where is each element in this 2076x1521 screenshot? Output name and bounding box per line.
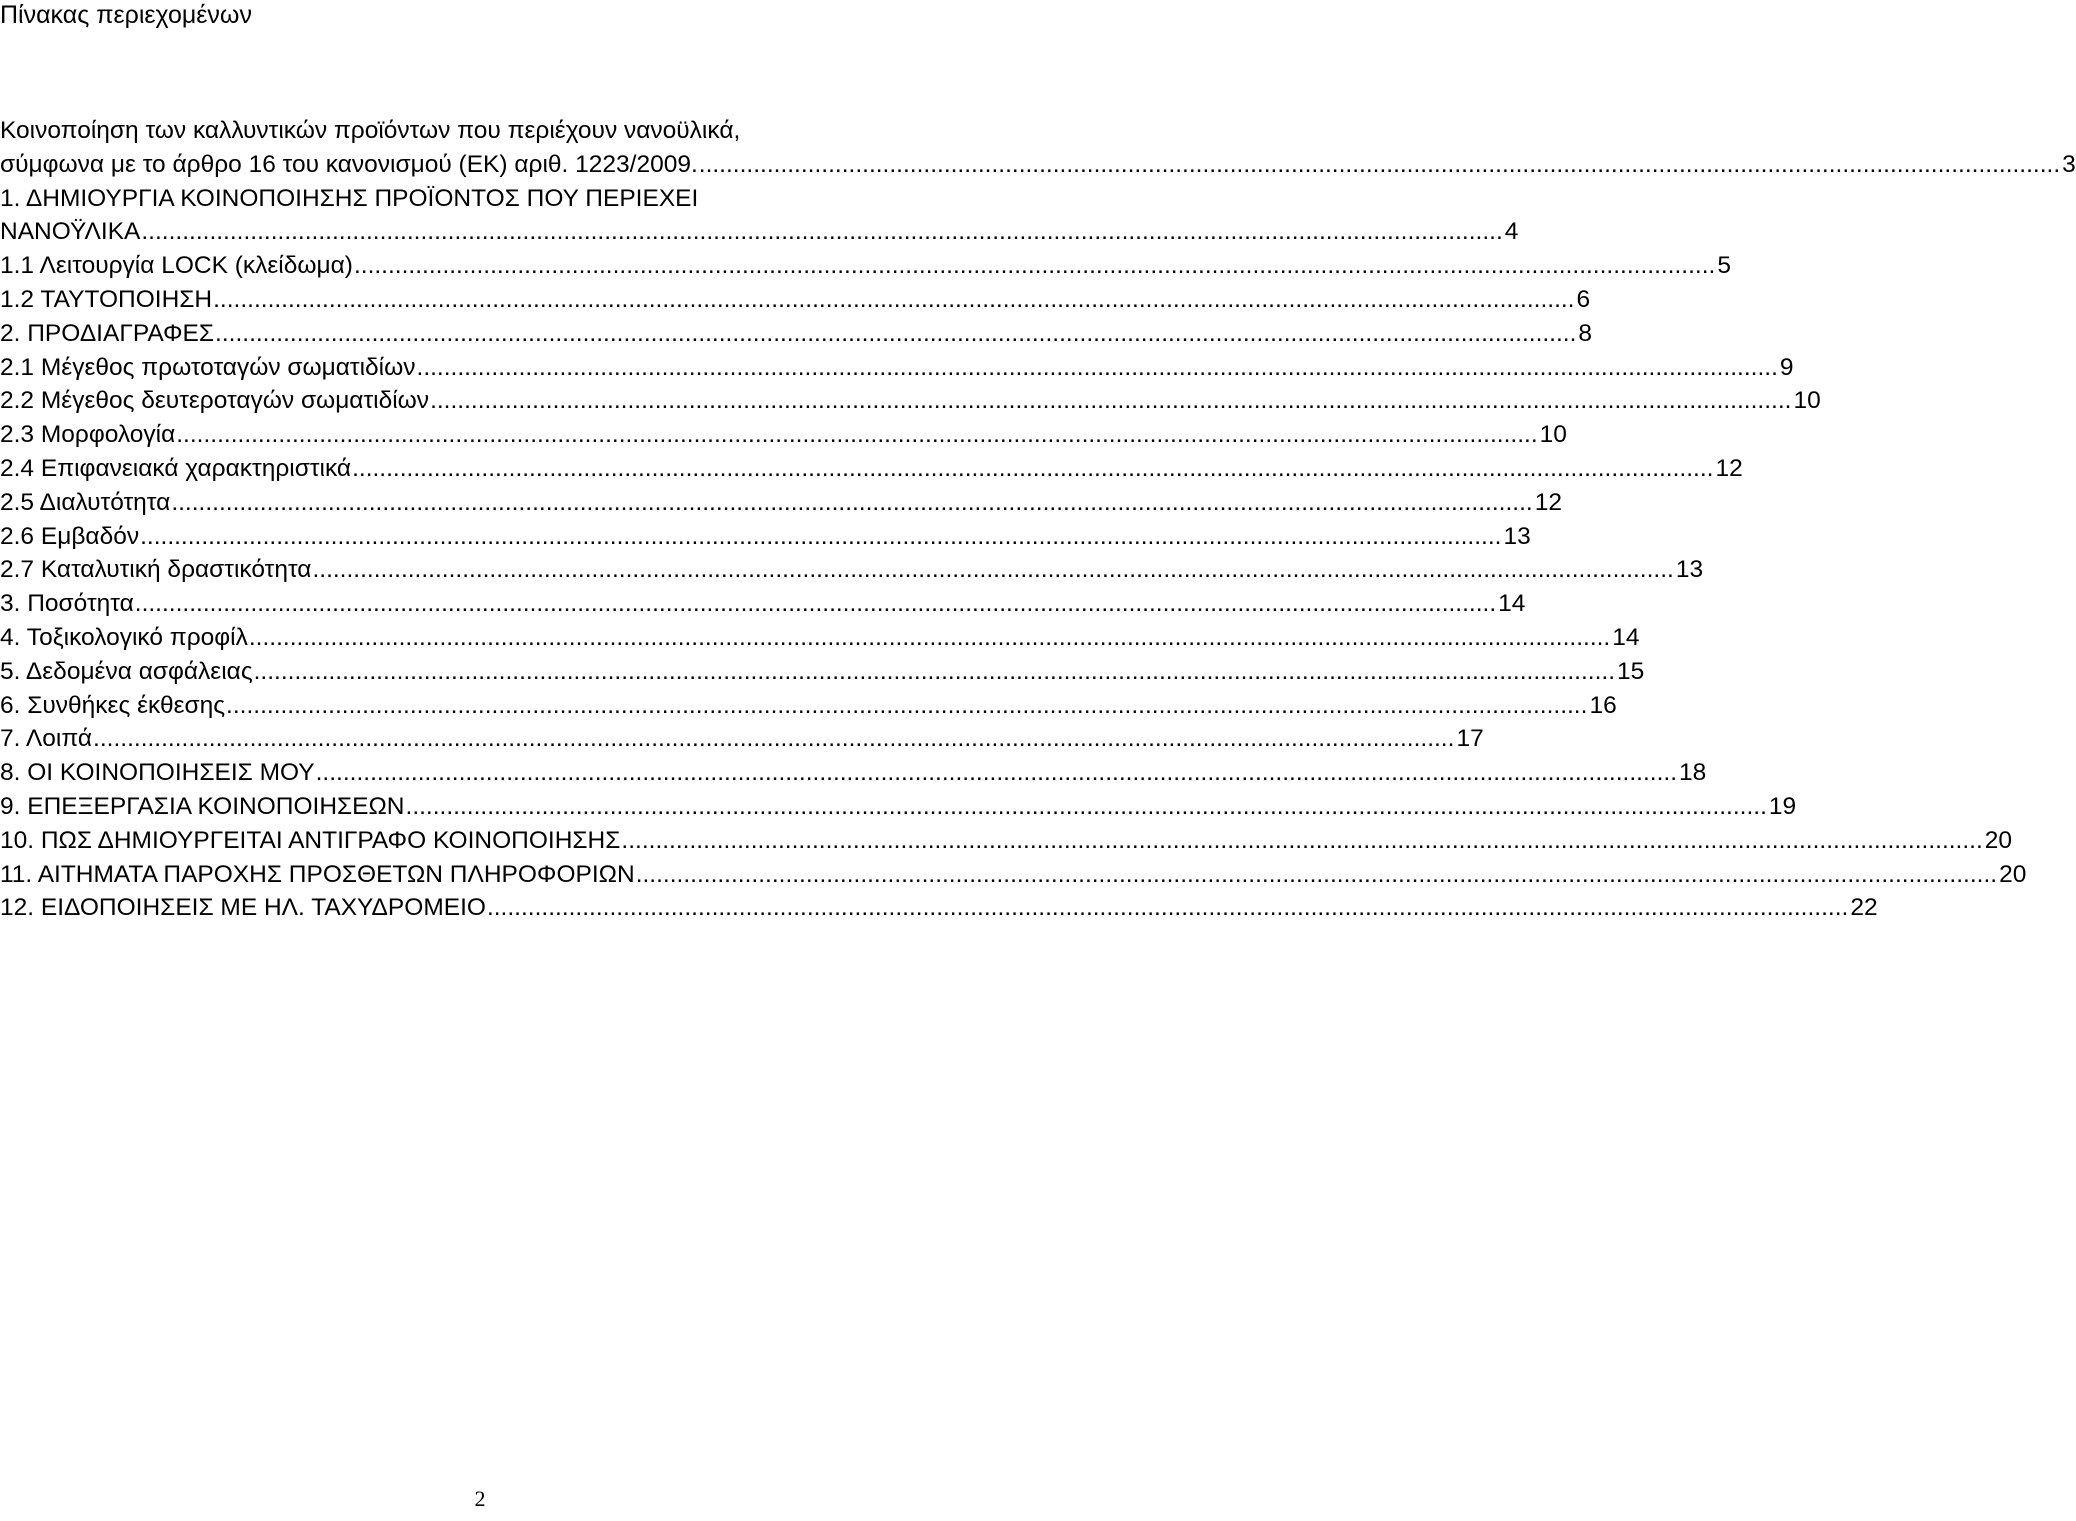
toc-entry-label: 4. Τοξικολογικό προφίλ xyxy=(0,623,248,651)
toc-entry[interactable] xyxy=(0,215,1519,249)
toc-leader-dots: ........................................................................................................................................................................................................ xyxy=(352,454,1714,482)
toc-entry-label: 7. Λοιπά xyxy=(0,725,93,753)
page-title: Πίνακας περιεχομένων xyxy=(0,1,252,29)
toc-entry-label: 2. ΠΡΟΔΙΑΓΡΑΦΕΣ xyxy=(0,319,215,347)
toc-entry-page: 12 xyxy=(1534,488,1562,516)
toc-entry[interactable] xyxy=(0,621,1640,655)
toc-entry-page: 20 xyxy=(1999,860,2027,888)
toc-leader-dots: ........................................................................................................................................................................................................ xyxy=(141,218,1503,246)
toc-entry-page: 13 xyxy=(1503,522,1531,550)
toc-leader-dots: ........................................................................................................................................................................................................ xyxy=(353,252,1716,280)
toc-entry[interactable] xyxy=(0,891,1878,925)
toc-entry-page: 10 xyxy=(1793,387,1821,415)
toc-entry-label: 2.4 Επιφανειακά χαρακτηριστικά xyxy=(0,454,352,482)
toc-leader-dots: ........................................................................................................................................................................................................ xyxy=(140,522,1502,550)
toc-entry[interactable] xyxy=(0,418,1567,452)
toc-entry-label: 11. ΑΙΤΗΜΑΤΑ ΠΑΡΟΧΗΣ ΠΡΟΣΘΕΤΩΝ ΠΛΗΡΟΦΟΡΙΩΝ xyxy=(0,860,635,888)
toc-entry-label: ΝΑΝΟΫΛΙΚΑ xyxy=(0,218,141,246)
toc-entry[interactable] xyxy=(0,689,1617,723)
toc-leader-dots: ........................................................................................................................................................................................................ xyxy=(635,860,1998,888)
toc-leader-dots: ........................................................................................................................................................................................................ xyxy=(312,556,1674,584)
toc-leader-dots: ........................................................................................................................................................................................................ xyxy=(253,657,1616,685)
toc-entry[interactable] xyxy=(0,283,1591,317)
toc-entry[interactable] xyxy=(0,655,1645,689)
toc-leader-dots: ........................................................................................................................................................................................................ xyxy=(405,792,1767,820)
toc-entry[interactable] xyxy=(0,824,2013,858)
toc-leader-dots: ........................................................................................................................................................................................................ xyxy=(416,353,1778,381)
toc-entry-label: 2.7 Καταλυτική δραστικότητα xyxy=(0,556,312,584)
toc-entry-label: σύμφωνα με το άρθρο 16 του κανονισμού (ΕΚ) αριθ. 1223/2009. xyxy=(0,150,698,178)
page-number: 2 xyxy=(474,1486,486,1511)
toc-entry-page: 20 xyxy=(1984,826,2013,854)
toc-entry-label: 3. Ποσότητα xyxy=(0,590,134,618)
toc-entry[interactable] xyxy=(0,249,1731,283)
toc-entry-page: 18 xyxy=(1679,759,1707,787)
toc-entry-page: 3 xyxy=(2062,150,2076,178)
toc-leader-dots: ........................................................................................................................................................................................................ xyxy=(176,421,1538,449)
toc-entry-page: 14 xyxy=(1498,590,1526,618)
toc-entry[interactable] xyxy=(0,351,1794,385)
toc-entry-label: 5. Δεδομένα ασφάλειας xyxy=(0,657,253,685)
toc-entry-page: 22 xyxy=(1850,894,1878,922)
toc-entry-page: 12 xyxy=(1715,454,1743,482)
toc-leader-dots: ........................................................................................................................................................................................................ xyxy=(698,150,2061,178)
toc-entry-page: 4 xyxy=(1504,218,1519,246)
toc-entry-page: 16 xyxy=(1589,691,1617,719)
toc-entry-page: 14 xyxy=(1612,623,1640,651)
toc-entry-label: 2.1 Μέγεθος πρωτοταγών σωματιδίων xyxy=(0,353,416,381)
toc-entry-label: 1.1 Λειτουργία LOCK (κλείδωμα) xyxy=(0,252,353,280)
toc-entry-label: 1. ΔΗΜΙΟΥΡΓΙΑ ΚΟΙΝΟΠΟΙΗΣΗΣ ΠΡΟΪΟΝΤΟΣ ΠΟΥ ΠΕΡΙΕΧΕΙ xyxy=(0,184,699,212)
toc-entry[interactable] xyxy=(0,452,1743,486)
toc-entry[interactable] xyxy=(0,182,958,216)
toc-entry-page: 17 xyxy=(1456,725,1484,753)
toc-leader-dots: ........................................................................................................................................................................................................ xyxy=(171,488,1533,516)
toc-entry-label: 1.2 ΤΑΥΤΟΠΟΙΗΣΗ xyxy=(0,285,213,313)
toc-entry[interactable] xyxy=(0,756,1707,790)
toc-leader-dots: ........................................................................................................................................................................................................ xyxy=(213,285,1575,313)
toc-entry-label: 2.2 Μέγεθος δευτεροταγών σωματιδίων xyxy=(0,387,430,415)
toc-entry[interactable] xyxy=(0,553,1704,587)
table-of-contents xyxy=(0,114,2076,925)
toc-entry[interactable] xyxy=(0,722,1484,756)
toc-intro-line: Κοινοποίηση των καλλυντικών προϊόντων που περιέχουν νανοϋλικά, xyxy=(0,117,741,144)
toc-entry-label: 9. ΕΠΕΞΕΡΓΑΣΙΑ ΚΟΙΝΟΠΟΙΗΣΕΩΝ xyxy=(0,792,405,820)
toc-leader-dots: ........................................................................................................................................................................................................ xyxy=(93,725,1455,753)
toc-entry-label: 2.6 Εμβαδόν xyxy=(0,522,140,550)
toc-entry-page: 13 xyxy=(1675,556,1704,584)
toc-leader-dots: ........................................................................................................................................................................................................ xyxy=(315,759,1678,787)
toc-entry-page: 6 xyxy=(1576,285,1591,313)
toc-entry-page: 15 xyxy=(1617,657,1645,685)
toc-entry-label: 10. ΠΩΣ ΔΗΜΙΟΥΡΓΕΙΤΑΙ ΑΝΤΙΓΡΑΦΟ ΚΟΙΝΟΠΟΙΗΣΗΣ xyxy=(0,826,621,854)
toc-entry-label: 2.5 Διαλυτότητα xyxy=(0,488,171,516)
toc-leader-dots: ........................................................................................................................................................................................................ xyxy=(226,691,1588,719)
toc-entry-page: 5 xyxy=(1717,252,1731,280)
toc-entry-label: 6. Συνθήκες έκθεσης xyxy=(0,691,226,719)
toc-entry-label: 12. ΕΙΔΟΠΟΙΗΣΕΙΣ ΜΕ ΗΛ. ΤΑΧΥΔΡΟΜΕΙΟ xyxy=(0,894,486,922)
toc-entry[interactable] xyxy=(0,486,1562,520)
toc-leader-dots: ........................................................................................................................................................................................................ xyxy=(486,894,1849,922)
toc-leader-dots: ........................................................................................................................................................................................................ xyxy=(215,319,1577,347)
toc-entry-page: 19 xyxy=(1768,792,1797,820)
toc-entry-page: 10 xyxy=(1539,421,1567,449)
toc-leader-dots: ........................................................................................................................................................................................................ xyxy=(248,623,1611,651)
toc-entry[interactable] xyxy=(0,858,2027,892)
toc-entry[interactable] xyxy=(0,790,1797,824)
toc-entry[interactable] xyxy=(0,384,1821,418)
toc-leader-dots: ........................................................................................................................................................................................................ xyxy=(430,387,1792,415)
toc-leader-dots: ........................................................................................................................................................................................................ xyxy=(621,826,1983,854)
toc-entry[interactable] xyxy=(0,520,1531,554)
toc-entry-label: 8. ΟΙ ΚΟΙΝΟΠΟΙΗΣΕΙΣ ΜΟΥ xyxy=(0,759,315,787)
toc-entry[interactable] xyxy=(0,587,1526,621)
toc-leader-dots: ........................................................................................................................................................................................................ xyxy=(134,590,1497,618)
toc-entry-page: 9 xyxy=(1779,353,1794,381)
toc-entry[interactable] xyxy=(0,317,1593,351)
toc-entries xyxy=(0,148,2076,925)
toc-entry-label: 2.3 Μορφολογία xyxy=(0,421,176,449)
toc-entry-page: 8 xyxy=(1578,319,1593,347)
toc-entry[interactable] xyxy=(0,148,2076,182)
